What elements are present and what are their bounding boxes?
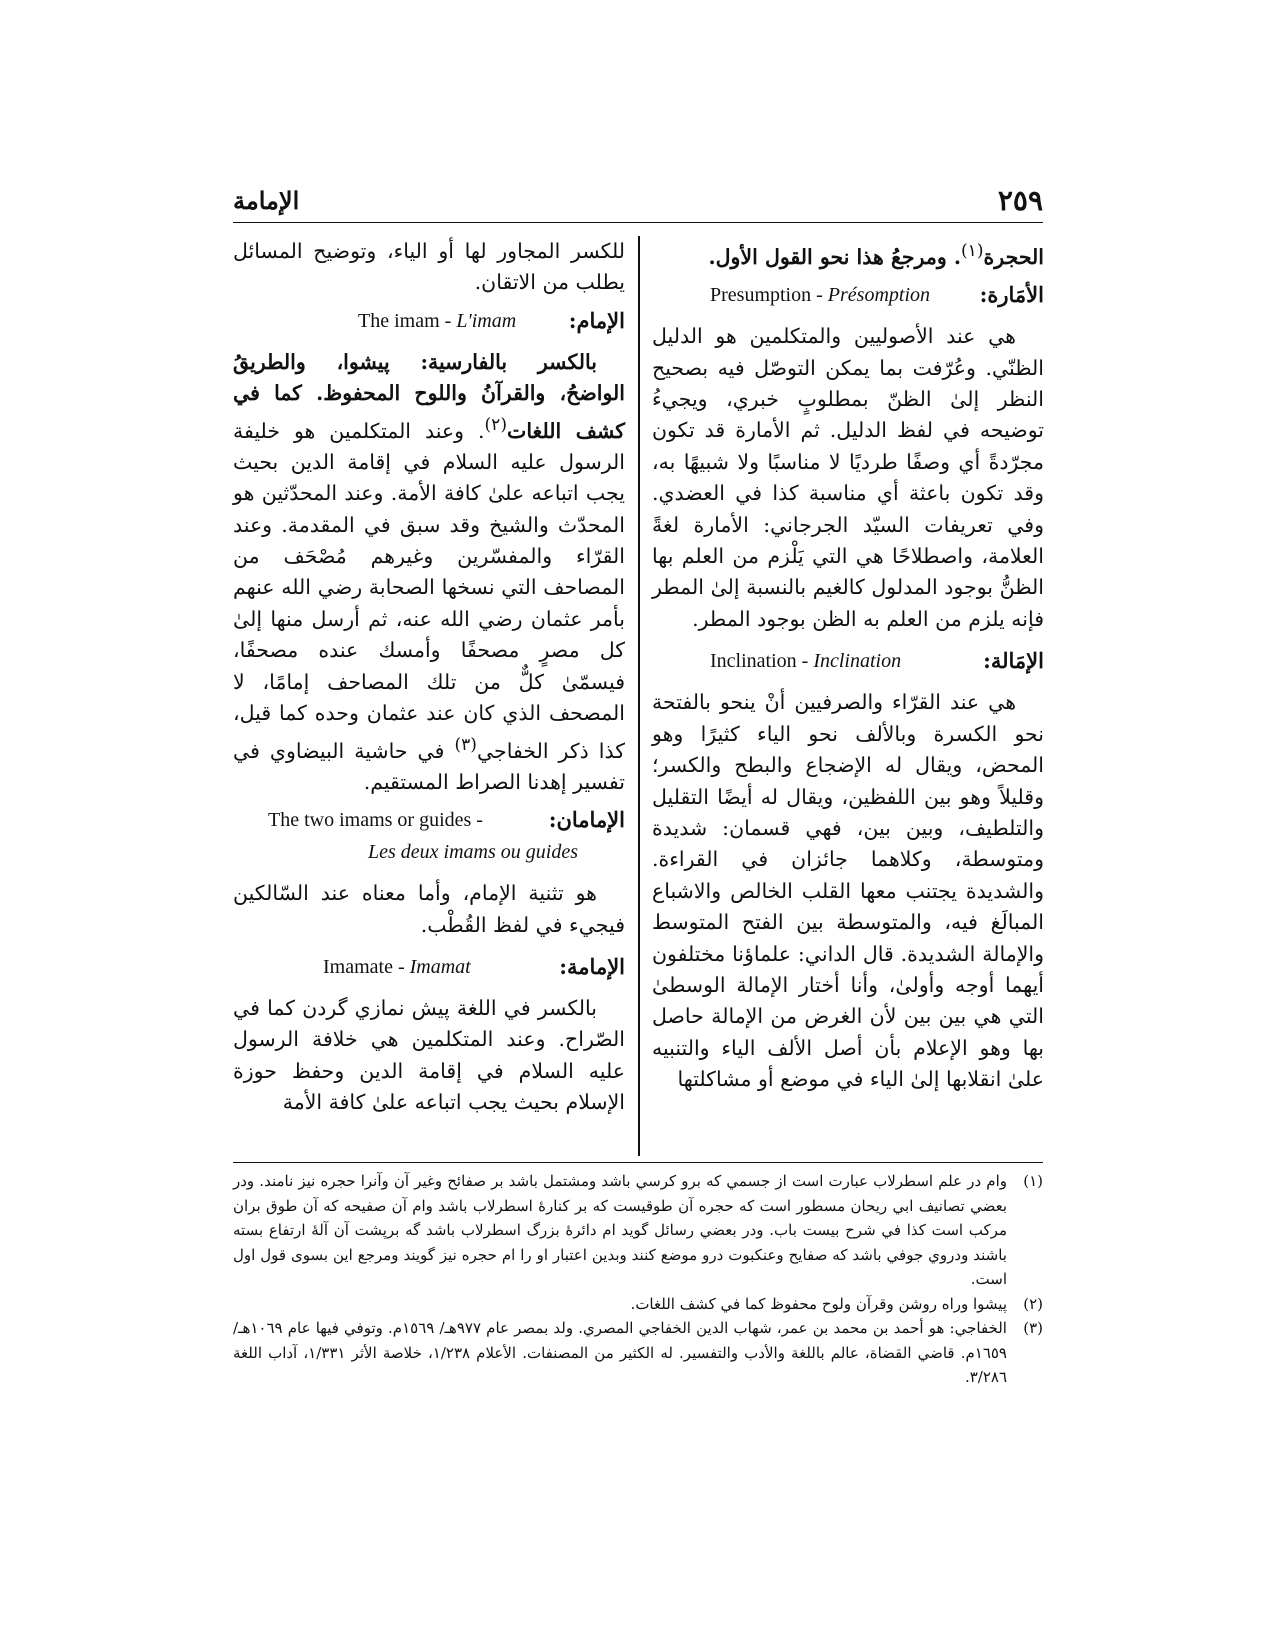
headword-arabic: الإمام: [568,307,625,333]
footnote [233,1169,1043,1292]
entry-text-imama: بالكسر في اللغة پيش نمازي گردن كما في الصّراح. وعند المتكلمين هي خلافة الرسول عليه السلام في إقامة الدين وحفظ حوزة الإسلام بحيث يجب اتباعه علىٰ كافة الأمة [233,995,625,1115]
bold-text: . ومرجعُ هذا نحو القول الأول. [708,244,961,269]
headword-translation: Presumption - Présomption [710,284,930,307]
footnote-number: (١) [1023,1172,1043,1190]
left-column [233,236,625,1125]
footnote-ref-2: (٢) [484,414,508,435]
footnote-ref-3: (٣) [454,734,477,755]
footnote-text: الخفاجي: هو أحمد بن محمد بن عمر، شهاب الدين الخفاجي المصري. ولد بمصر عام ٩٧٧هـ/ ١٥٦٩م. وتوفي فيها عام ١٠٦٩هـ/ ١٦٥٩م. قاضي القضاة، عالم باللغة والأدب والتفسير. له الكثير من المصنفات. الأعلام ١/٢٣٨، خلاصة الأثر ١/٣٣١، آداب اللغة ٣/٢٨٦. [233,1319,1007,1386]
footnote-number: (٣) [1023,1319,1043,1337]
footnote [233,1316,1043,1390]
headword-arabic: الإمامة: [559,953,625,979]
running-title: الإمامة [233,186,300,215]
headword-translation-fr: Les deux imams ou guides [368,841,578,864]
entry-text-imaman: هو تثنية الإمام، وأما معناه عند السّالكين فيجيء في لفظ القُطْب. [233,881,625,937]
footnotes [233,1162,1043,1390]
column-divider [638,236,640,1156]
footnote-ref-1: (١) [961,241,984,261]
footnote [233,1292,1043,1317]
headword-translation: Inclination - Inclination [710,650,902,673]
bold-term: الحجرة [983,244,1044,269]
continuation-paragraph: للكسر المجاور لها أو الياء، وتوضيح المسائل يطلب من الاتقان. [233,239,625,295]
footnote-text: پيشوا وراه روشن وقرآن ولوح محفوظ كما في كشف اللغات. [630,1294,1007,1313]
right-column [652,236,1044,1102]
entry-headword-imam [233,305,625,337]
entry-text-imala: هي عند القرّاء والصرفيين أنْ ينحو بالفتحة نحو الكسرة وبالألف نحو الياء كثيرًا وهو المحض، ويقال له الإضجاع والبطح والكسر؛ وقليلاً وهو بين اللفظين، ويقال له أيضًا التقليل والتلطيف، وبين بين، فهي قسمان: شديدة ومتوسطة، وكلاهما جائزان في القراءة. والشديدة يجتنب معها القلب الخالص والاشباع المبالَغ فيه، والمتوسطة بين الفتح المتوسط والإمالة الشديدة. قال الداني: علماؤنا مختلفون أيهما أوجه وأولىٰ، وأنا أختار الإمالة الوسطىٰ التي هي بين بين لأن الغرض من الإمالة حاصل بها وهو الإعلام بأن أصل الألف الياء والتنبيه علىٰ انقلابها إلىٰ الياء في موضع أو مشاكلتها [652,690,1044,1092]
footnote-text: وام در علم اسطرلاب عبارت است از جسمي كه برو كرسي باشد ومشتمل باشد بر صفائح وغير آن وآنرا حجره نيز نامند. ودر بعضي تصانيف ابي ريحان مسطور است كه حجره آن طوقيست كه بر كنارهٔ اسطرلاب باشد وام آن صفيحه كه آن طوق بران مركب است كذا في شرح بيست باب. ودر بعضي رسائل گويد ام دائرهٔ بزرگ اسطرلاب باشد گه برپشت آن آلهٔ ارتفاع بسته باشند ودروي جوفي باشد كه صفايح وعنكبوت درو موضع كنند وبدين اعتبار او را ام حجره نيز گويند ومرجع اين بسوى قول اول است. [233,1172,1007,1288]
page-number: ٢٥٩ [997,184,1043,217]
entry-headword-imama [233,951,625,983]
entry-headword-imala [652,645,1044,677]
running-header [233,184,1043,223]
entry-headword-imaman [233,804,625,868]
headword-translation: Imamate - Imamat [323,955,471,978]
continuation-paragraph [652,236,1044,273]
headword-translation-en: The two imams or guides - [268,809,483,832]
headword-translation: The imam - L'imam [358,309,517,332]
headword-arabic: الأمَارة: [979,282,1044,308]
entry-text-imam: بالكسر بالفارسية: پيشوا، والطريقُ الواضحُ، والقرآنُ واللوح المحفوظ. كما في كشف اللغات$^{(٢)}$. وعند المتكلمين هو خليفة الرسول عليه السلام في إقامة الدين بحيث يجب اتباعه علىٰ كافة الأمة. وعند المحدّثين هو المحدّث والشيخ وقد سبق في المقدمة. وعند القرّاء والمفسّرين وغيرهم مُصْحَف من المصاحف التي نسخها الصحابة رضي الله عنهم بأمر عثمان رضي الله عنه، ثم أرسل منها إلىٰ كل مصرٍ مصحفًا وأمسك عنده مصحفًا، فيسمّىٰ كلٌّ من تلك المصاحف إمامًا، لا المصحف الذي كان عند عثمان وحده كما قيل، كذا ذكر الخفاجي$^{(٣)}$ في حاشية البيضاوي في تفسير إهدنا الصراط المستقيم. [233,349,626,794]
entry-text-amara: هي عند الأصوليين والمتكلمين هو الدليل الظنّي. وعُرّفت بما يمكن التوصّل فيه بصحيح النظر إلىٰ الظنّ بمطلوبٍ خبري، ويجيءُ توضيحه في لفظ الدليل. ثم الأمارة قد تكون مجرّدةً أي وصفًا طرديًا لا مناسبًا ولا شبيهًا به، وقد تكون باعثة أي مناسبة كذا في العضدي. وفي تعريفات السيّد الجرجاني: الأمارة لغةً العلامة، واصطلاحًا هي التي يَلْزم من العلم بها الظنُّ بوجود المدلول كالغيم بالنسبة إلىٰ المطر فإنه يلزم من العلم به الظن بوجود المطر. [652,324,1044,631]
headword-arabic: الإمَالة: [983,648,1044,674]
footnote-number: (٢) [1023,1294,1043,1313]
headword-arabic: الإمامان: [548,807,625,833]
entry-headword-amara [652,279,1044,311]
